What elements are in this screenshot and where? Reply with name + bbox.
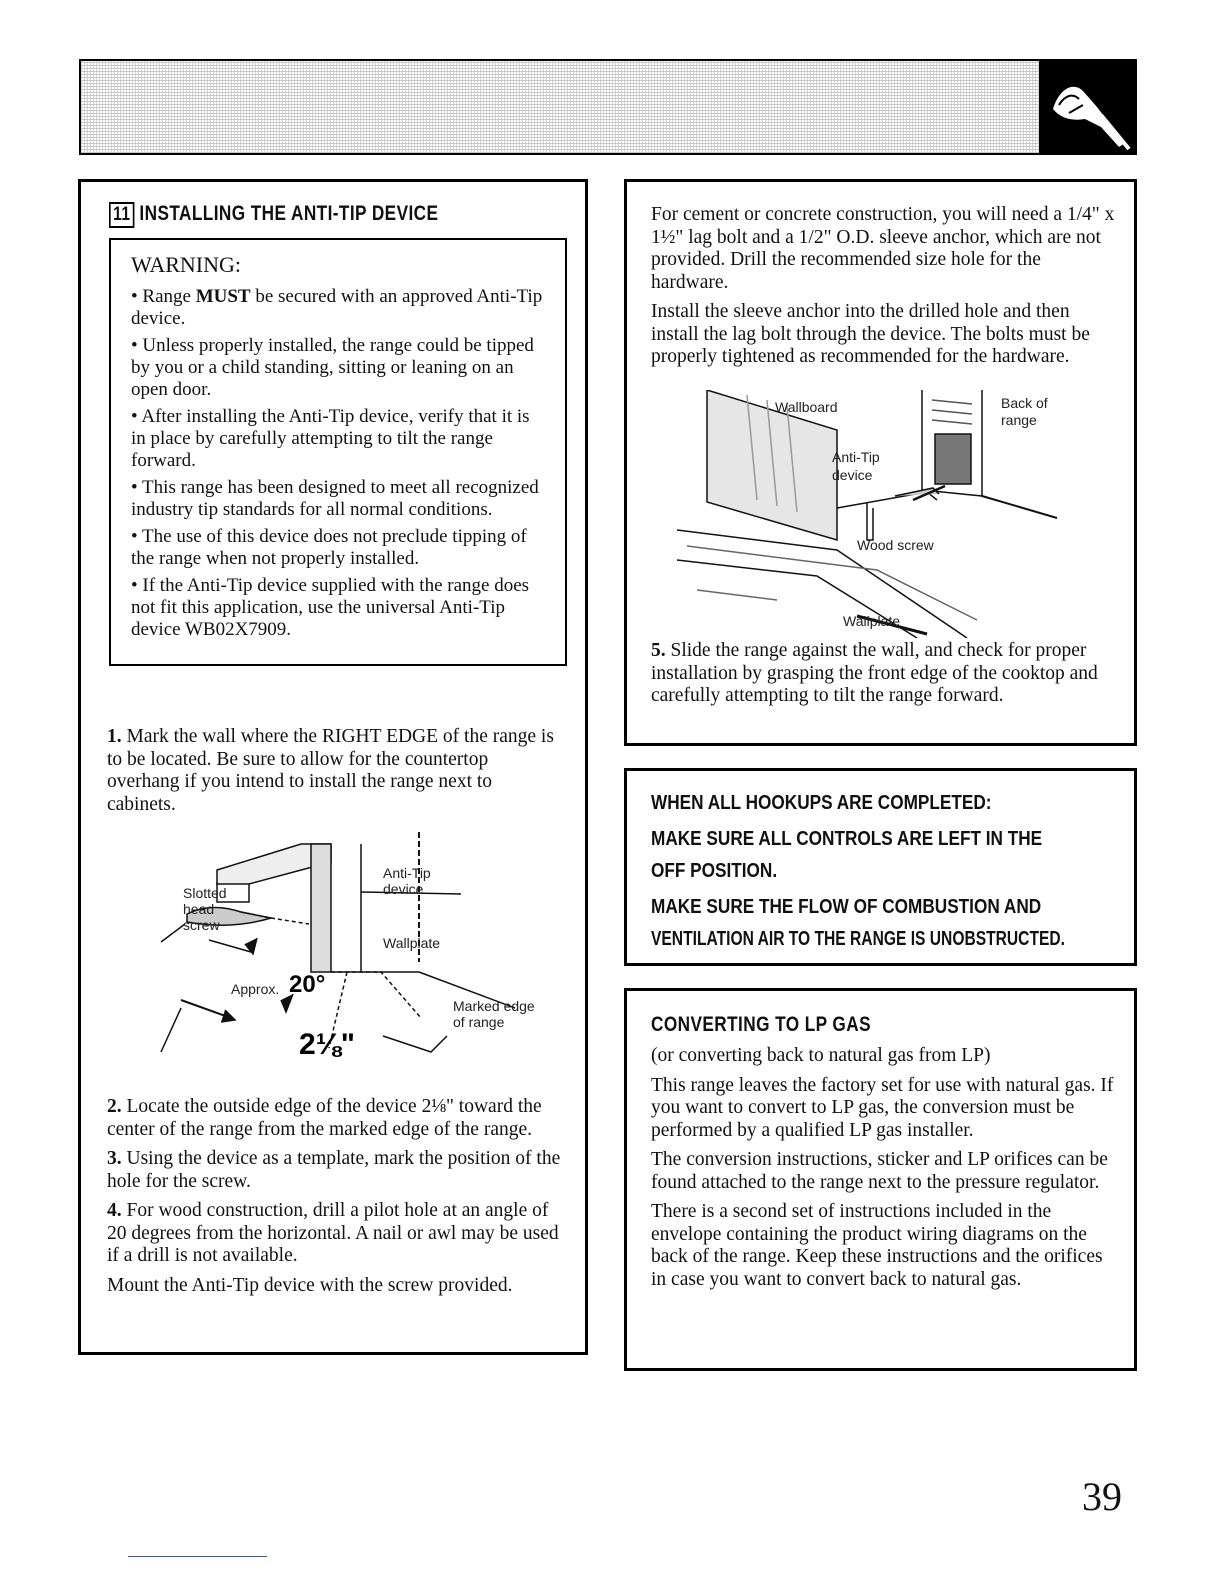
lp-paragraph-2: The conversion instructions, sticker and LP orifices can be found attached to the range next to the pressure regulator. (651, 1149, 1108, 1193)
lp-subtitle: (or converting back to natural gas from LP) (651, 1045, 991, 1066)
concrete-text (651, 204, 1116, 376)
label-of-range: of range (453, 1014, 505, 1030)
callout-text (651, 787, 1182, 955)
steps-2-4 (107, 1096, 562, 1304)
label-back-of: Back of (1001, 395, 1048, 411)
callout-line-2: MAKE SURE ALL CONTROLS ARE LEFT IN THE (651, 828, 1043, 850)
label-approx: Approx. (231, 981, 280, 997)
label-slotted: Slotted (183, 885, 227, 901)
warning-title: WARNING: (131, 252, 241, 277)
warning-bullet: • This range has been designed to meet all recognized industry tip standards for all normal conditions. (131, 477, 539, 520)
label-device-2: device (832, 467, 873, 483)
label-distance: 2⅛" (299, 1028, 355, 1061)
callout-line-5: VENTILATION AIR TO THE RANGE IS UNOBSTRUCTED. (651, 928, 1065, 950)
mount-text: Mount the Anti-Tip device with the screw provided. (107, 1274, 513, 1296)
step-5: 5. Slide the range against the wall, and check for proper installation by grasping the front edge of the cooktop and carefully attempting to tilt the range forward. (651, 640, 1098, 706)
section-title: 11 INSTALLING THE ANTI-TIP DEVICE (109, 202, 438, 228)
lp-body (651, 1045, 1116, 1298)
warning-bullet: • Unless properly installed, the range could be tipped by you or a child standing, sitting or leaning on an open door. (131, 335, 534, 400)
label-wood-screw: Wood screw (857, 537, 934, 553)
label-angle: 20° (289, 971, 326, 998)
installer-hand-icon (1039, 61, 1135, 153)
concrete-section (624, 179, 1137, 746)
label-marked-edge: Marked edge (453, 998, 535, 1014)
anti-tip-section (78, 179, 588, 1355)
lp-paragraph-1: This range leaves the factory set for use with natural gas. If you want to convert to LP gas, the conversion must be performed by a qualified LP gas installer. (651, 1074, 1114, 1141)
warning-bullet: • Range MUST be secured with an approved Anti-Tip device. (131, 286, 543, 329)
label-wallplate-2: Wallplate (843, 613, 901, 629)
label-wallplate: Wallplate (383, 935, 441, 951)
warning-bullet: • The use of this device does not preclude tipping of the range when not properly installed. (131, 526, 527, 569)
lp-gas-section (624, 988, 1137, 1371)
callout-line-1: WHEN ALL HOOKUPS ARE COMPLETED: (651, 792, 992, 814)
concrete-paragraph-1: For cement or concrete construction, you will need a 1/4" x 1½" lag bolt and a 1/2" O.D. sleeve anchor, which are not provided. Drill the recommended size hole for the hardware. (651, 204, 1115, 293)
anti-tip-diagram (121, 822, 561, 1082)
page-number: 39 (1082, 1474, 1122, 1519)
step-4: 4. For wood construction, drill a pilot hole at an angle of 20 degrees from the horizontal. A nail or awl may be used if a drill is not available. (107, 1200, 559, 1266)
completion-callout (624, 768, 1137, 966)
warning-bullet: • If the Anti-Tip device supplied with the range does not fit this application, use the universal Anti-Tip device WB02X7909. (131, 575, 530, 640)
footer-rule (128, 1556, 267, 1557)
step-1: 1. Mark the wall where the RIGHT EDGE of the range is to be located. Be sure to allow for the countertop overhang if you intend to install the range next to cabinets. (107, 726, 554, 815)
label-range: range (1001, 412, 1037, 428)
label-device: device (383, 881, 424, 897)
label-antitip: Anti-Tip (383, 865, 431, 881)
concrete-paragraph-2: Install the sleeve anchor into the drilled hole and then install the lag bolt through the device. The bolts must be properly tightened as recommended for the hardware. (651, 301, 1090, 367)
warning-box (109, 238, 567, 666)
lp-paragraph-3: There is a second set of instructions included in the envelope containing the product wiring diagrams on the back of the range. Keep these instructions and the orifices in case you want to convert back to natural gas. (651, 1201, 1103, 1290)
header-banner (79, 59, 1137, 155)
label-antitip-2: Anti-Tip (832, 449, 880, 465)
label-wallboard: Wallboard (775, 399, 838, 415)
lp-title: CONVERTING TO LP GAS (651, 1013, 871, 1036)
label-screw: screw (183, 917, 220, 933)
step-2: 2. Locate the outside edge of the device 2⅛" toward the center of the range from the marked edge of the range. (107, 1096, 542, 1140)
label-head: head (183, 901, 215, 917)
callout-line-3: OFF POSITION. (651, 860, 778, 882)
step-3: 3. Using the device as a template, mark the position of the hole for the screw. (107, 1148, 561, 1192)
wall-diagram (677, 390, 1077, 638)
section-number: 11 (109, 202, 134, 228)
callout-line-4: MAKE SURE THE FLOW OF COMBUSTION AND (651, 896, 1042, 918)
warning-bullet: • After installing the Anti-Tip device, verify that it is in place by carefully attempting to tilt the range forward. (131, 406, 530, 471)
